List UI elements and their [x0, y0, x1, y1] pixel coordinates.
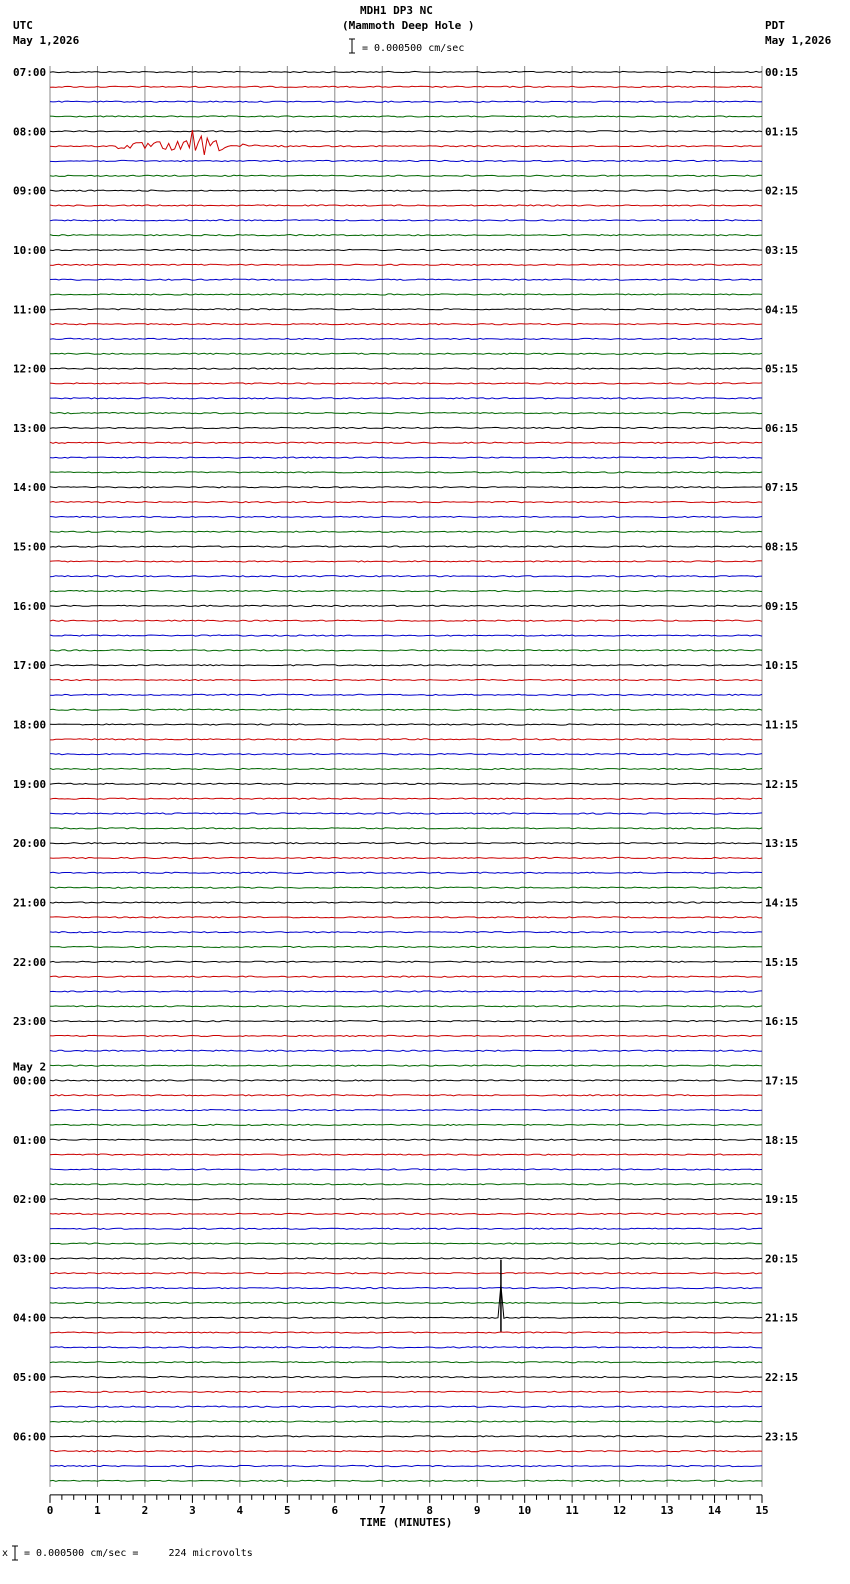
trace-line [50, 368, 762, 369]
pdt-hour-label: 10:15 [765, 659, 799, 673]
x-tick-label: 1 [94, 1503, 101, 1517]
footer-corner-mark: x [2, 1548, 9, 1559]
trace-line [50, 1332, 762, 1333]
utc-hour-label: 02:00 [13, 1193, 47, 1207]
utc-hour-label: 21:00 [13, 896, 47, 910]
footer-scale-note: = 0.000500 cm/sec = 224 microvolts [24, 1548, 253, 1559]
pdt-hour-label: 22:15 [765, 1371, 799, 1385]
trace-line [50, 101, 762, 102]
trace-line [50, 1391, 762, 1392]
x-tick-label: 0 [46, 1503, 54, 1517]
utc-hour-label: 20:00 [13, 837, 47, 851]
pdt-hour-label: 11:15 [765, 718, 799, 732]
utc-hour-label: 13:00 [13, 421, 47, 435]
trace-line [50, 71, 762, 72]
trace-line [50, 1243, 762, 1244]
trace-line [50, 442, 762, 443]
x-tick-label: 2 [141, 1503, 149, 1517]
trace-line [50, 86, 762, 87]
trace-line [50, 754, 762, 755]
trace-line [50, 249, 762, 250]
trace-line [50, 1465, 762, 1466]
utc-hour-label: 03:00 [13, 1252, 47, 1266]
pdt-hour-label: 01:15 [765, 125, 799, 139]
left-timezone-label: UTC [13, 19, 33, 32]
trace-line [50, 887, 762, 888]
x-tick-label: 14 [707, 1503, 722, 1517]
chart-title: MDH1 DP3 NC [360, 4, 433, 17]
x-tick-label: 4 [236, 1503, 244, 1517]
x-tick-label: 7 [378, 1503, 386, 1517]
trace-line [50, 1199, 762, 1200]
x-tick-label: 5 [284, 1503, 291, 1517]
utc-hour-label: 23:00 [13, 1015, 47, 1029]
utc-hour-label: 06:00 [13, 1430, 47, 1444]
station-subtitle: (Mammoth Deep Hole ) [342, 19, 475, 32]
utc-hour-label: 08:00 [13, 125, 47, 139]
trace-line [50, 1273, 762, 1274]
trace-line [50, 976, 762, 977]
trace-line [50, 353, 762, 354]
trace-line [50, 694, 762, 695]
utc-hour-label: 01:00 [13, 1133, 47, 1147]
trace-line [50, 1376, 762, 1377]
trace-line [50, 116, 762, 117]
trace-line [50, 783, 762, 784]
x-tick-label: 8 [426, 1503, 434, 1517]
pdt-hour-label: 17:15 [765, 1074, 799, 1088]
trace-line [50, 1139, 762, 1140]
trace-line [50, 961, 762, 962]
trace-line [50, 338, 762, 339]
trace-line [50, 516, 762, 517]
utc-hour-label: 07:00 [13, 66, 47, 79]
pdt-hour-label: 13:15 [765, 837, 799, 851]
trace-line [50, 413, 762, 414]
pdt-hour-label: 18:15 [765, 1133, 799, 1147]
trace-line [50, 160, 762, 161]
footer-scale-bar-icon [12, 1546, 18, 1560]
scale-bar-icon [349, 39, 355, 53]
trace-line [50, 1436, 762, 1437]
trace-line [50, 576, 762, 577]
trace-line [50, 635, 762, 636]
x-tick-label: 12 [612, 1503, 627, 1517]
trace-line [50, 1285, 762, 1318]
pdt-hour-label: 09:15 [765, 599, 799, 613]
trace-line [50, 531, 762, 532]
utc-hour-label: 09:00 [13, 184, 47, 198]
right-timezone-label: PDT [765, 19, 785, 32]
pdt-hour-label: 23:15 [765, 1430, 799, 1444]
trace-line [50, 798, 762, 799]
pdt-hour-label: 14:15 [765, 896, 799, 910]
trace-line [50, 768, 762, 769]
x-tick-label: 6 [331, 1503, 339, 1517]
x-tick-label: 9 [473, 1503, 481, 1517]
pdt-hour-label: 07:15 [765, 481, 799, 495]
trace-line [50, 546, 762, 547]
trace-line [50, 220, 762, 221]
pdt-hour-label: 02:15 [765, 184, 799, 198]
pdt-hour-label: 20:15 [765, 1252, 799, 1266]
trace-line [50, 264, 762, 265]
trace-line [50, 724, 762, 725]
trace-line [50, 279, 762, 280]
right-date-label: May 1,2026 [765, 34, 832, 47]
left-date-label: May 1,2026 [13, 34, 80, 47]
date-change-label: May 2 [13, 1060, 47, 1074]
trace-line [50, 1065, 762, 1066]
pdt-hour-label: 12:15 [765, 777, 799, 791]
trace-line [50, 130, 762, 155]
trace-line [50, 1480, 762, 1481]
trace-line [50, 1006, 762, 1007]
trace-line [50, 1169, 762, 1170]
trace-line [50, 1050, 762, 1051]
trace-line [50, 294, 762, 295]
trace-line [50, 902, 762, 903]
pdt-hour-label: 19:15 [765, 1193, 799, 1207]
trace-line [50, 457, 762, 458]
pdt-hour-label: 05:15 [765, 362, 799, 376]
utc-hour-label: 22:00 [13, 955, 47, 969]
utc-hour-label: 00:00 [13, 1074, 47, 1088]
utc-hour-label: 16:00 [13, 599, 47, 613]
x-tick-label: 3 [189, 1503, 196, 1517]
trace-line [50, 1110, 762, 1111]
trace-line [50, 1347, 762, 1348]
trace-line [50, 946, 762, 947]
x-axis [47, 1495, 769, 1529]
trace-line [50, 1258, 762, 1259]
trace-line [50, 917, 762, 918]
utc-hour-label: 14:00 [13, 481, 47, 495]
pdt-hour-label: 06:15 [765, 421, 799, 435]
trace-line [50, 1184, 762, 1185]
trace-line [50, 1406, 762, 1407]
trace-line [50, 872, 762, 873]
utc-hour-label: 15:00 [13, 540, 47, 554]
trace-line [50, 205, 762, 206]
trace-line [50, 324, 762, 325]
trace-line [50, 190, 762, 191]
trace-line [50, 1228, 762, 1229]
trace-line [50, 1124, 762, 1125]
trace-line [50, 383, 762, 384]
trace-line [50, 665, 762, 666]
trace-line [50, 1021, 762, 1022]
trace-line [50, 1302, 762, 1303]
x-tick-label: 10 [518, 1503, 532, 1517]
scale-label: = 0.000500 cm/sec [362, 43, 465, 54]
utc-hour-label: 12:00 [13, 362, 47, 376]
trace-line [50, 591, 762, 592]
x-tick-label: 13 [660, 1503, 674, 1517]
trace-line [50, 843, 762, 844]
trace-line [50, 472, 762, 473]
trace-line [50, 502, 762, 503]
trace-line [50, 1451, 762, 1452]
trace-line [50, 309, 762, 310]
trace-line [50, 1095, 762, 1096]
trace-line [50, 605, 762, 606]
trace-line [50, 679, 762, 680]
trace-line [50, 561, 762, 562]
trace-line [50, 620, 762, 621]
utc-hour-label: 04:00 [13, 1311, 47, 1325]
trace-line [50, 1362, 762, 1363]
utc-hour-label: 18:00 [13, 718, 47, 732]
pdt-hour-label: 15:15 [765, 955, 799, 969]
trace-line [50, 398, 762, 399]
trace-line [50, 1154, 762, 1155]
utc-hour-label: 19:00 [13, 777, 47, 791]
utc-hour-label: 10:00 [13, 243, 47, 257]
trace-line [50, 991, 762, 992]
pdt-hour-label: 03:15 [765, 243, 799, 257]
trace-line [50, 828, 762, 829]
trace-line [50, 739, 762, 740]
trace-line [50, 131, 762, 132]
trace-line [50, 235, 762, 236]
trace-line [50, 709, 762, 710]
trace-line [50, 1035, 762, 1036]
utc-hour-label: 05:00 [13, 1371, 47, 1385]
pdt-hour-label: 16:15 [765, 1015, 799, 1029]
trace-line [50, 1213, 762, 1214]
trace-line [50, 650, 762, 651]
utc-hour-label: 11:00 [13, 303, 47, 317]
trace-line [50, 175, 762, 176]
pdt-hour-label: 04:15 [765, 303, 799, 317]
pdt-hour-label: 08:15 [765, 540, 799, 554]
trace-group [50, 71, 762, 1481]
pdt-hour-label: 21:15 [765, 1311, 799, 1325]
x-tick-label: 15 [755, 1503, 769, 1517]
trace-line [50, 427, 762, 428]
trace-line [50, 857, 762, 858]
pdt-hour-label: 00:15 [765, 66, 799, 79]
x-tick-label: 11 [565, 1503, 579, 1517]
trace-line [50, 1288, 762, 1289]
x-axis-title: TIME (MINUTES) [359, 1515, 453, 1529]
trace-line [50, 1080, 762, 1081]
trace-line [50, 1421, 762, 1422]
trace-line [50, 932, 762, 933]
trace-line [50, 813, 762, 814]
trace-line [50, 487, 762, 488]
utc-hour-label: 17:00 [13, 659, 47, 673]
